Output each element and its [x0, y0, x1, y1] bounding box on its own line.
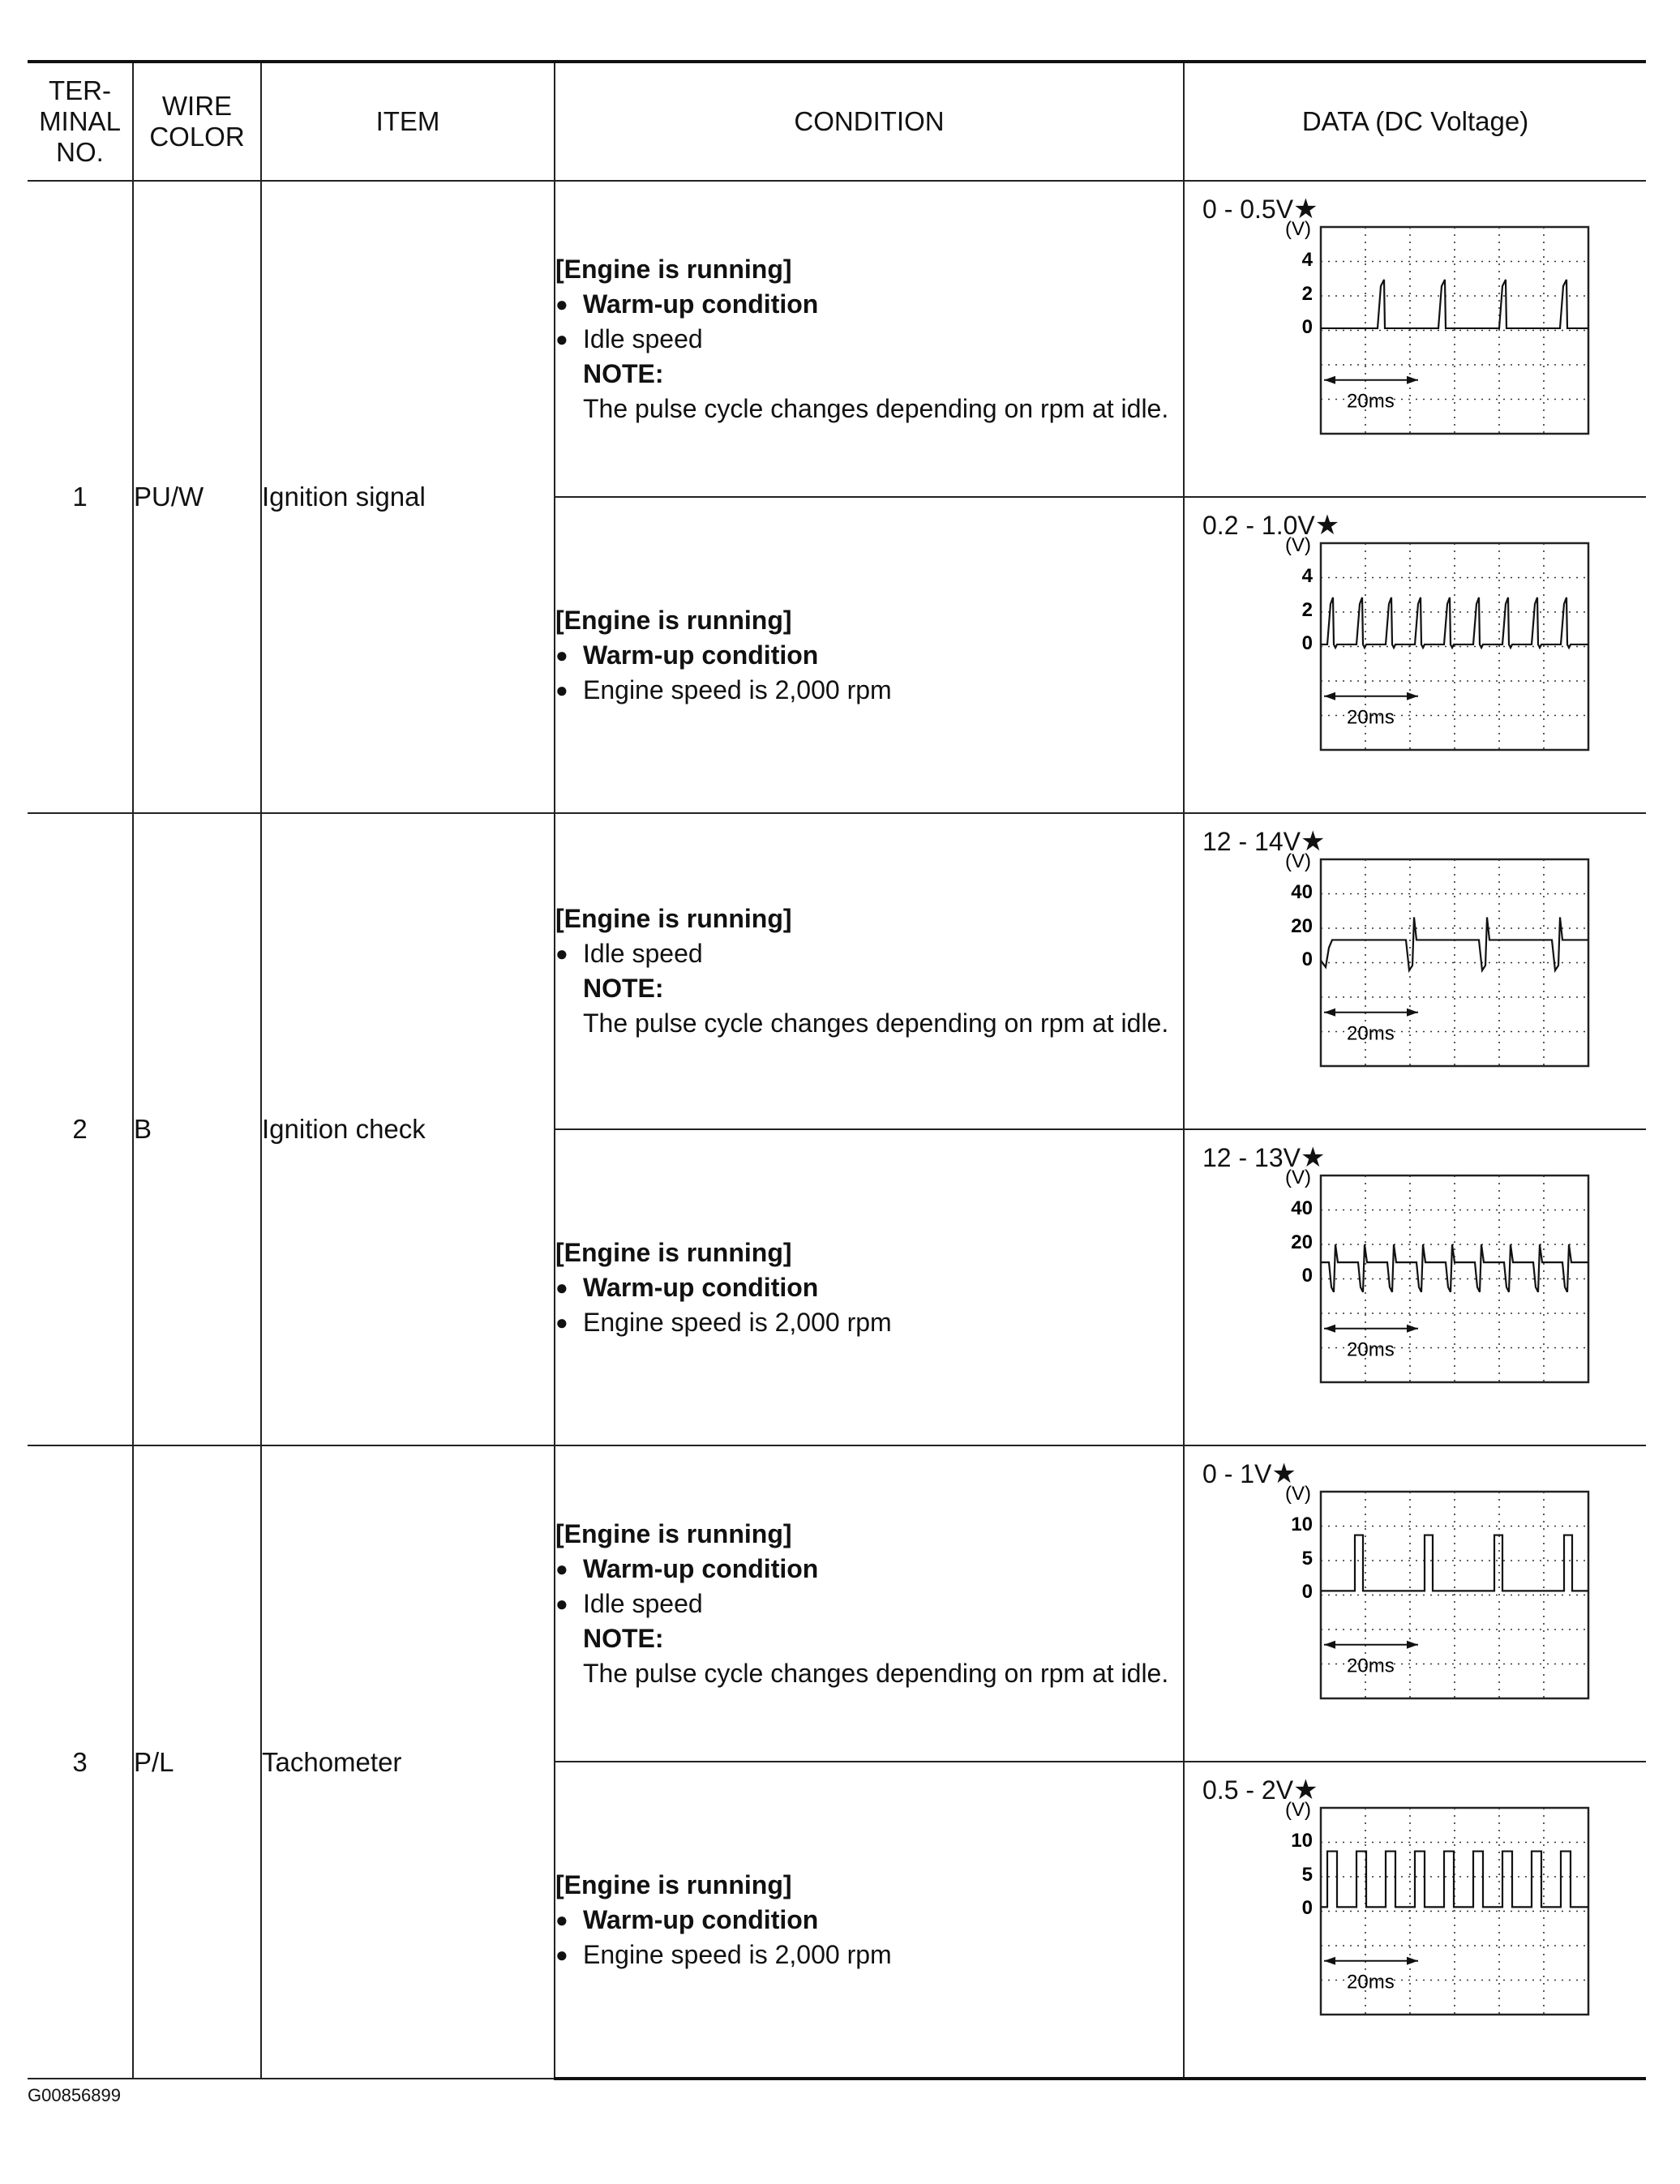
figure-code: G00856899: [28, 2085, 121, 2105]
voltage-value: 0.2 - 1.0V: [1202, 511, 1315, 540]
bullet-dot-icon: ●: [555, 1942, 568, 1967]
star-icon: ★: [1314, 510, 1340, 541]
table-row: [28, 1445, 1646, 1762]
scope-unit-label: (V): [1285, 221, 1311, 240]
item-cell: Tachometer: [261, 1445, 555, 2079]
scope-tick-label: 10: [1291, 1830, 1313, 1852]
header-wire-line-1: WIRE: [161, 91, 233, 121]
scope-tick-label: 40: [1291, 1197, 1313, 1219]
timebase-label: 20ms: [1347, 1022, 1395, 1045]
oscilloscope-graph: [1264, 1801, 1605, 2045]
bullet-dot-icon: ●: [555, 1556, 568, 1581]
data-cell: [1184, 181, 1646, 497]
scope-screen: [1321, 1492, 1588, 1698]
timebase-label: 20ms: [1347, 1655, 1395, 1677]
scope-tick-label: 2: [1301, 283, 1313, 305]
condition-heading: [Engine is running]: [555, 605, 792, 635]
condition-heading: [Engine is running]: [555, 1869, 792, 1899]
header-wire-color: [133, 62, 261, 181]
condition-heading: [Engine is running]: [555, 1237, 792, 1267]
condition-cell: [555, 1762, 1184, 2079]
timebase-label: 20ms: [1347, 1971, 1395, 1993]
bullet-dot-icon: ●: [555, 326, 568, 351]
scope-tick-label: 0: [1301, 1897, 1313, 1919]
data-cell: [1184, 1762, 1646, 2079]
header-wire-line-2: COLOR: [149, 122, 245, 152]
condition-cell: [555, 813, 1184, 1129]
header-terminal-line-2: MINAL: [39, 106, 121, 136]
star-icon: ★: [1293, 194, 1318, 225]
bullet-dot-icon: ●: [555, 291, 568, 316]
bullet-text: Warm-up condition: [583, 289, 819, 319]
data-cell: [1184, 1445, 1646, 1762]
table-row: [28, 181, 1646, 497]
scope-tick-label: 10: [1291, 1514, 1313, 1535]
condition-cell: [555, 181, 1184, 497]
scope-tick-label: 4: [1301, 249, 1313, 271]
header-terminal-no: [28, 62, 133, 181]
voltage-value: 0.5 - 2V: [1202, 1775, 1294, 1805]
header-terminal-line-1: TER-: [49, 75, 111, 105]
header-item: ITEM: [261, 62, 555, 181]
terminal-no-cell: 1: [28, 181, 133, 813]
bullet-text: Warm-up condition: [583, 1904, 819, 1934]
scope-screen: [1321, 859, 1588, 1066]
scope-unit-label: (V): [1285, 1801, 1311, 1821]
condition-bullet: [555, 1903, 1183, 1938]
condition-cell: [555, 1445, 1184, 1762]
scope-tick-label: 20: [1291, 1231, 1313, 1253]
bullet-text: Idle speed: [583, 1588, 703, 1618]
scope-screen: [1321, 1176, 1588, 1382]
voltage-value: 12 - 14V: [1202, 827, 1301, 856]
oscilloscope-graph: [1264, 1485, 1605, 1728]
condition-bullet: [555, 673, 1183, 708]
bullet-text: Idle speed: [583, 939, 703, 968]
scope-tick-label: 0: [1301, 1581, 1313, 1603]
condition-cell: [555, 1129, 1184, 1445]
scope-tick-label: 5: [1301, 1864, 1313, 1886]
bullet-text: Warm-up condition: [583, 1553, 819, 1583]
note-title: NOTE:: [583, 1623, 664, 1653]
item-cell: Ignition check: [261, 813, 555, 1445]
bullet-text: Engine speed is 2,000 rpm: [583, 1307, 892, 1337]
header-terminal-line-3: NO.: [56, 137, 104, 167]
timebase-label: 20ms: [1347, 1338, 1395, 1361]
table-header-row: [28, 62, 1646, 181]
voltage-value: 12 - 13V: [1202, 1143, 1301, 1172]
header-condition: CONDITION: [555, 62, 1184, 181]
scope-unit-label: (V): [1285, 1485, 1311, 1505]
wire-color-cell: B: [133, 813, 261, 1445]
data-cell: [1184, 497, 1646, 813]
scope-screen: [1321, 543, 1588, 750]
star-icon: ★: [1293, 1775, 1318, 1805]
star-icon: ★: [1300, 1142, 1326, 1173]
bullet-dot-icon: ●: [555, 1907, 568, 1932]
note-title: NOTE:: [583, 974, 664, 1003]
condition-bullet: [555, 1938, 1183, 1972]
terminal-no-cell: 3: [28, 1445, 133, 2079]
bullet-text: Engine speed is 2,000 rpm: [583, 674, 892, 704]
scope-unit-label: (V): [1285, 1169, 1311, 1188]
bullet-dot-icon: ●: [555, 1591, 568, 1616]
oscilloscope-graph: [1264, 853, 1605, 1096]
condition-bullet: [555, 1587, 1183, 1621]
condition-heading: [Engine is running]: [555, 254, 792, 284]
scope-tick-label: 5: [1301, 1548, 1313, 1569]
bullet-text: Engine speed is 2,000 rpm: [583, 1939, 892, 1969]
bullet-dot-icon: ●: [555, 1309, 568, 1334]
wire-color-cell: P/L: [133, 1445, 261, 2079]
terminal-data-table: [28, 60, 1646, 2080]
item-cell: Ignition signal: [261, 181, 555, 813]
condition-bullet: [555, 936, 1183, 971]
condition-bullet: [555, 322, 1183, 357]
note-title: NOTE:: [583, 358, 664, 388]
star-icon: ★: [1300, 826, 1326, 857]
voltage-value: 0 - 0.5V: [1202, 195, 1294, 224]
note-text: The pulse cycle changes depending on rpm at idle.: [583, 1658, 1169, 1688]
oscilloscope-graph: [1264, 537, 1605, 780]
timebase-label: 20ms: [1347, 390, 1395, 413]
wire-color-cell: PU/W: [133, 181, 261, 813]
terminal-no-cell: 2: [28, 813, 133, 1445]
voltage-value: 0 - 1V: [1202, 1459, 1272, 1488]
data-cell: [1184, 1129, 1646, 1445]
condition-cell: [555, 497, 1184, 813]
oscilloscope-graph: [1264, 1169, 1605, 1412]
note-text: The pulse cycle changes depending on rpm at idle.: [583, 393, 1169, 423]
bullet-dot-icon: ●: [555, 941, 568, 966]
star-icon: ★: [1271, 1458, 1296, 1489]
bullet-text: Idle speed: [583, 323, 703, 353]
scope-tick-label: 2: [1301, 599, 1313, 621]
bullet-dot-icon: ●: [555, 677, 568, 702]
scope-unit-label: (V): [1285, 853, 1311, 872]
condition-bullet: [555, 1270, 1183, 1305]
scope-tick-label: 0: [1301, 1265, 1313, 1287]
bullet-text: Warm-up condition: [583, 1272, 819, 1302]
note-text: The pulse cycle changes depending on rpm at idle.: [583, 1008, 1169, 1038]
condition-bullet: [555, 1552, 1183, 1587]
condition-bullet: [555, 287, 1183, 322]
scope-unit-label: (V): [1285, 537, 1311, 556]
header-data: DATA (DC Voltage): [1184, 62, 1646, 181]
bullet-dot-icon: ●: [555, 642, 568, 667]
bullet-text: Warm-up condition: [583, 640, 819, 670]
oscilloscope-graph: [1264, 221, 1605, 464]
scope-tick-label: 0: [1301, 949, 1313, 970]
scope-tick-label: 20: [1291, 915, 1313, 937]
scope-screen: [1321, 227, 1588, 434]
condition-heading: [Engine is running]: [555, 904, 792, 933]
scope-tick-label: 0: [1301, 316, 1313, 338]
condition-bullet: [555, 1305, 1183, 1340]
condition-heading: [Engine is running]: [555, 1518, 792, 1548]
scope-screen: [1321, 1808, 1588, 2015]
data-cell: [1184, 813, 1646, 1129]
scope-tick-label: 0: [1301, 632, 1313, 654]
timebase-label: 20ms: [1347, 706, 1395, 729]
scope-tick-label: 4: [1301, 565, 1313, 587]
table-row: [28, 813, 1646, 1129]
bullet-dot-icon: ●: [555, 1274, 568, 1300]
condition-bullet: [555, 638, 1183, 673]
scope-tick-label: 40: [1291, 881, 1313, 903]
